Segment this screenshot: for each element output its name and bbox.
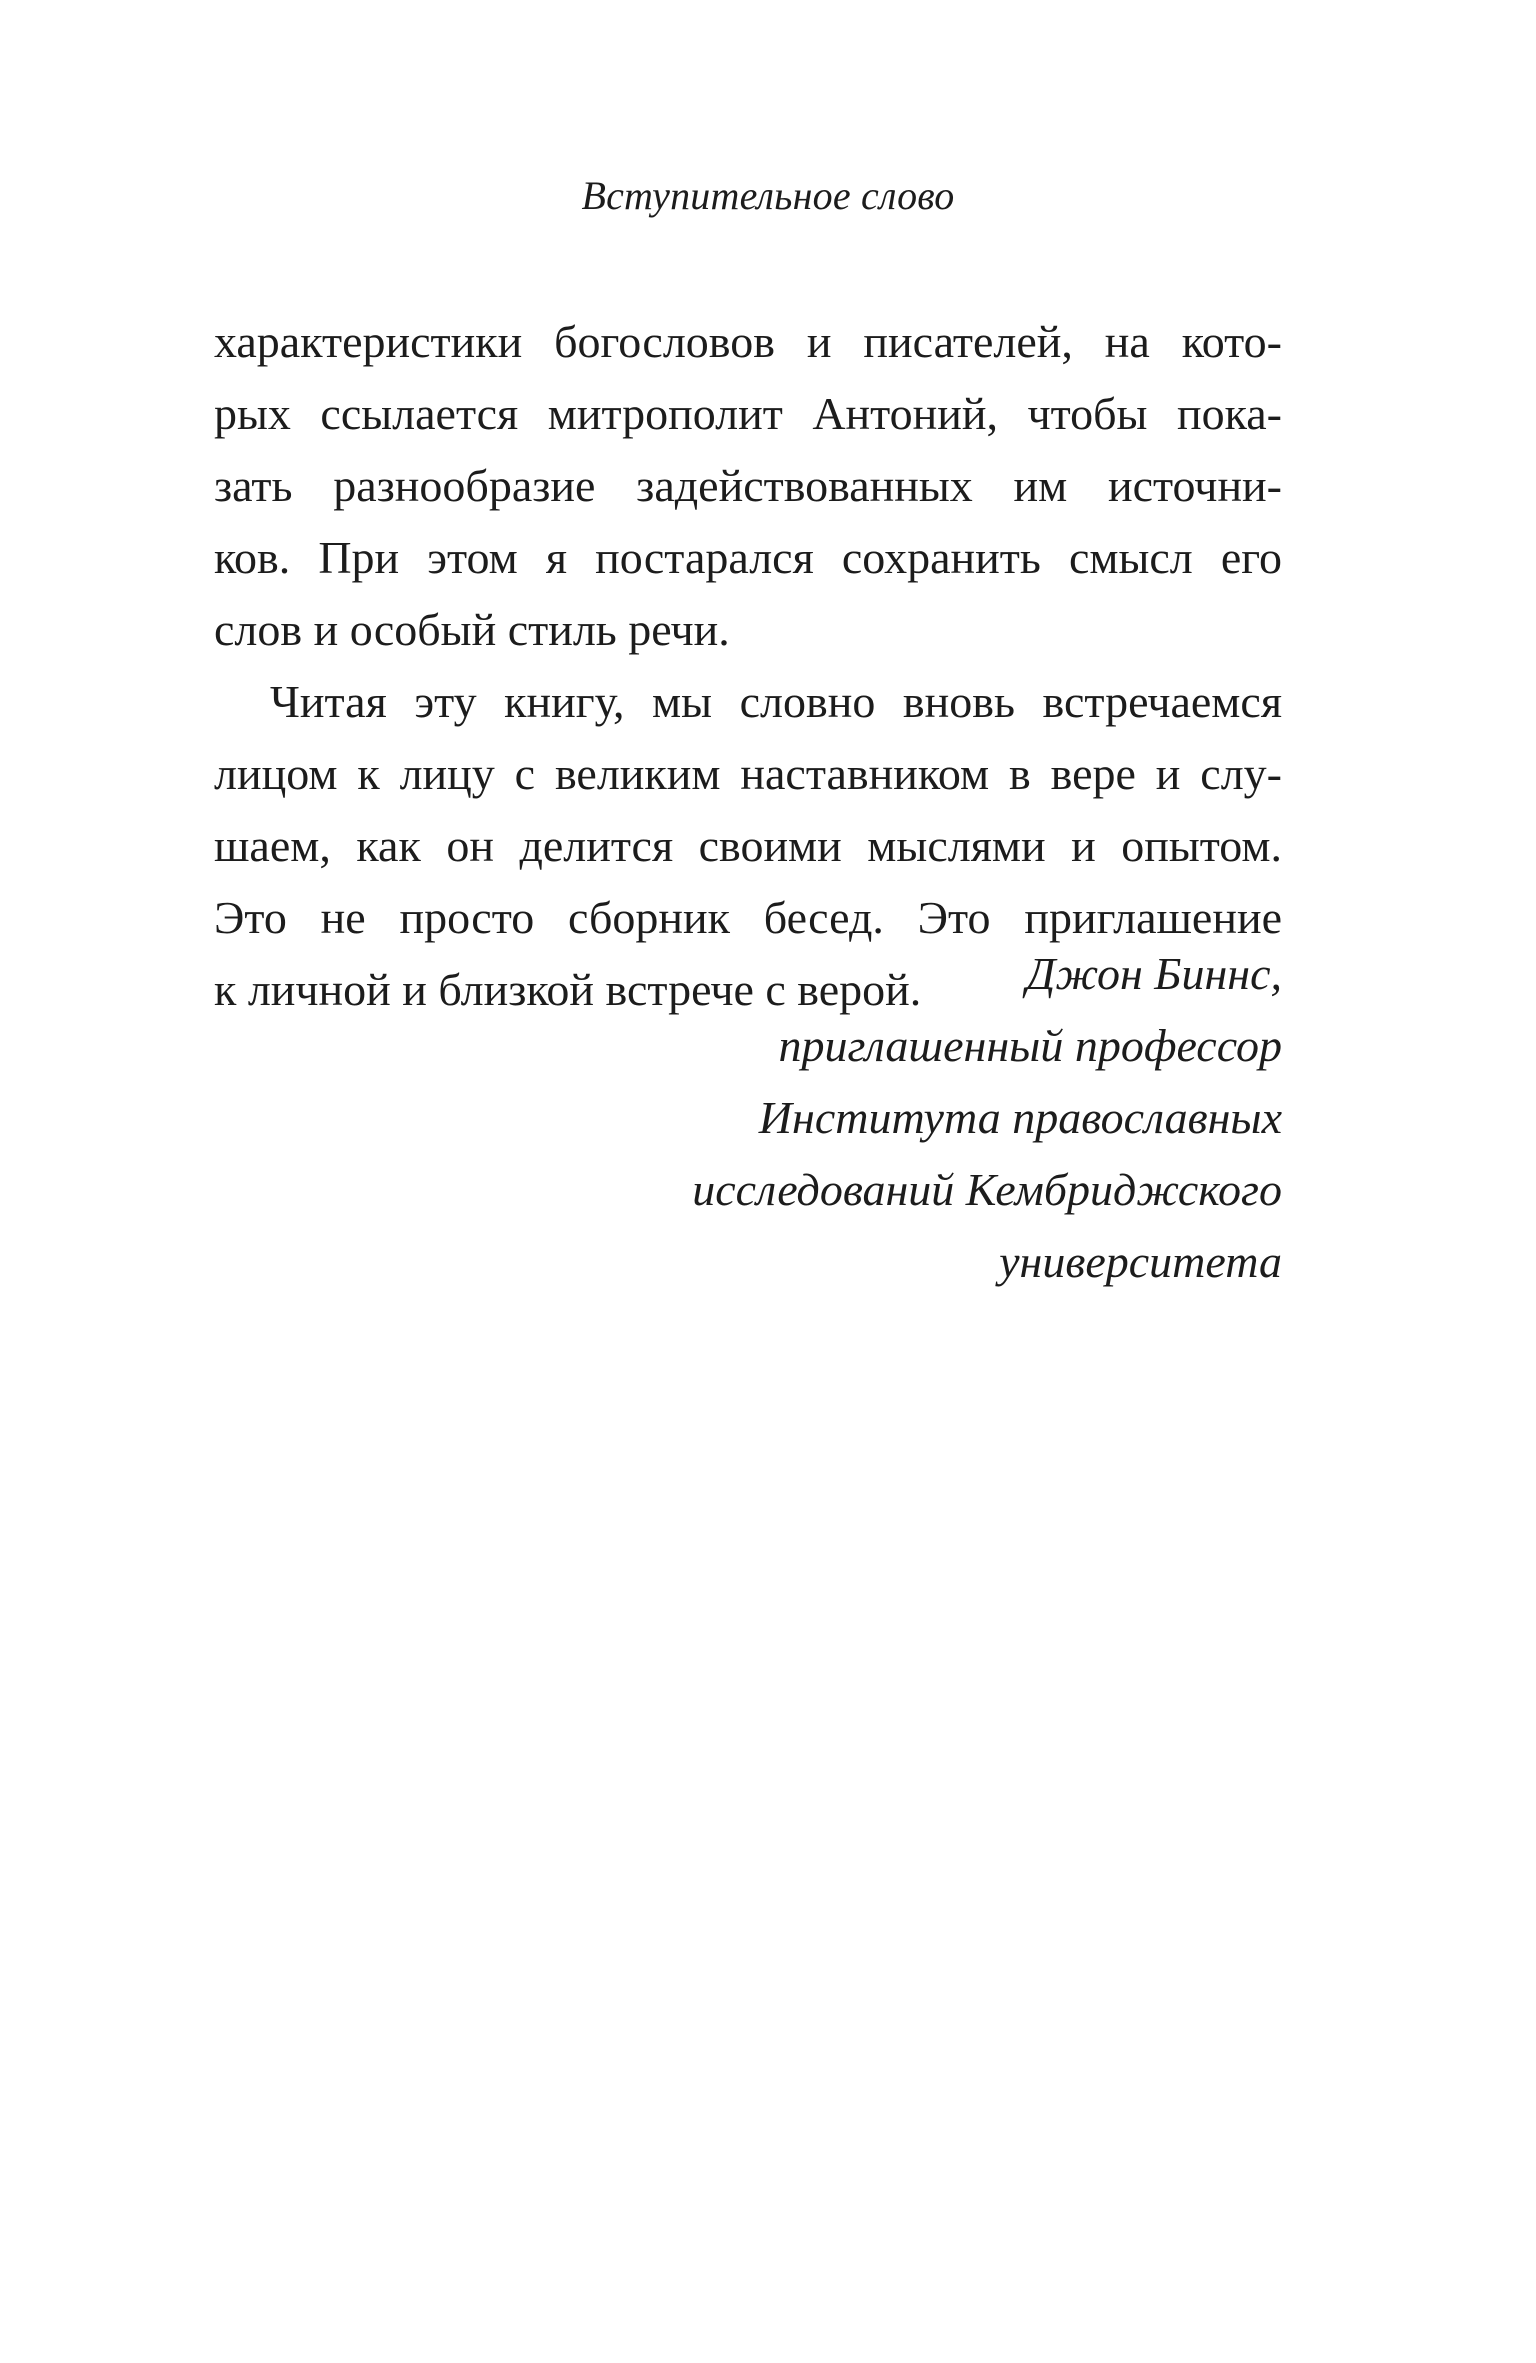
text-line: зать разнообразие задействованных им источни-	[214, 460, 1282, 511]
text-line: Это не просто сборник бесед. Это приглашение	[214, 892, 1282, 943]
text-line: к личной и близкой встрече с верой.	[214, 964, 922, 1015]
text-line: рых ссылается митрополит Антоний, чтобы пока-	[214, 388, 1282, 439]
running-head: Вступительное слово	[581, 173, 955, 218]
text-line: Читая эту книгу, мы словно вновь встречаемся	[270, 676, 1282, 727]
signature-author: Джон Биннс,	[1026, 948, 1282, 999]
text-line: шаем, как он делится своими мыслями и опытом.	[214, 820, 1282, 871]
signature-line: приглашенный профессор	[778, 1020, 1282, 1071]
paragraph-1	[214, 306, 1282, 666]
signature-line: исследований Кембриджского	[692, 1164, 1282, 1215]
signature-line: университета	[999, 1236, 1282, 1287]
text-line: ков. При этом я постарался сохранить смысл его	[214, 532, 1282, 583]
signature-block	[692, 938, 1282, 1298]
text-line: характеристики богословов и писателей, на кото-	[214, 316, 1282, 367]
text-line: лицом к лицу с великим наставником в вере и слу-	[214, 748, 1282, 799]
body-text	[214, 306, 1282, 1026]
text-line: слов и особый стиль речи.	[214, 604, 730, 655]
signature-line: Института православных	[758, 1092, 1282, 1143]
